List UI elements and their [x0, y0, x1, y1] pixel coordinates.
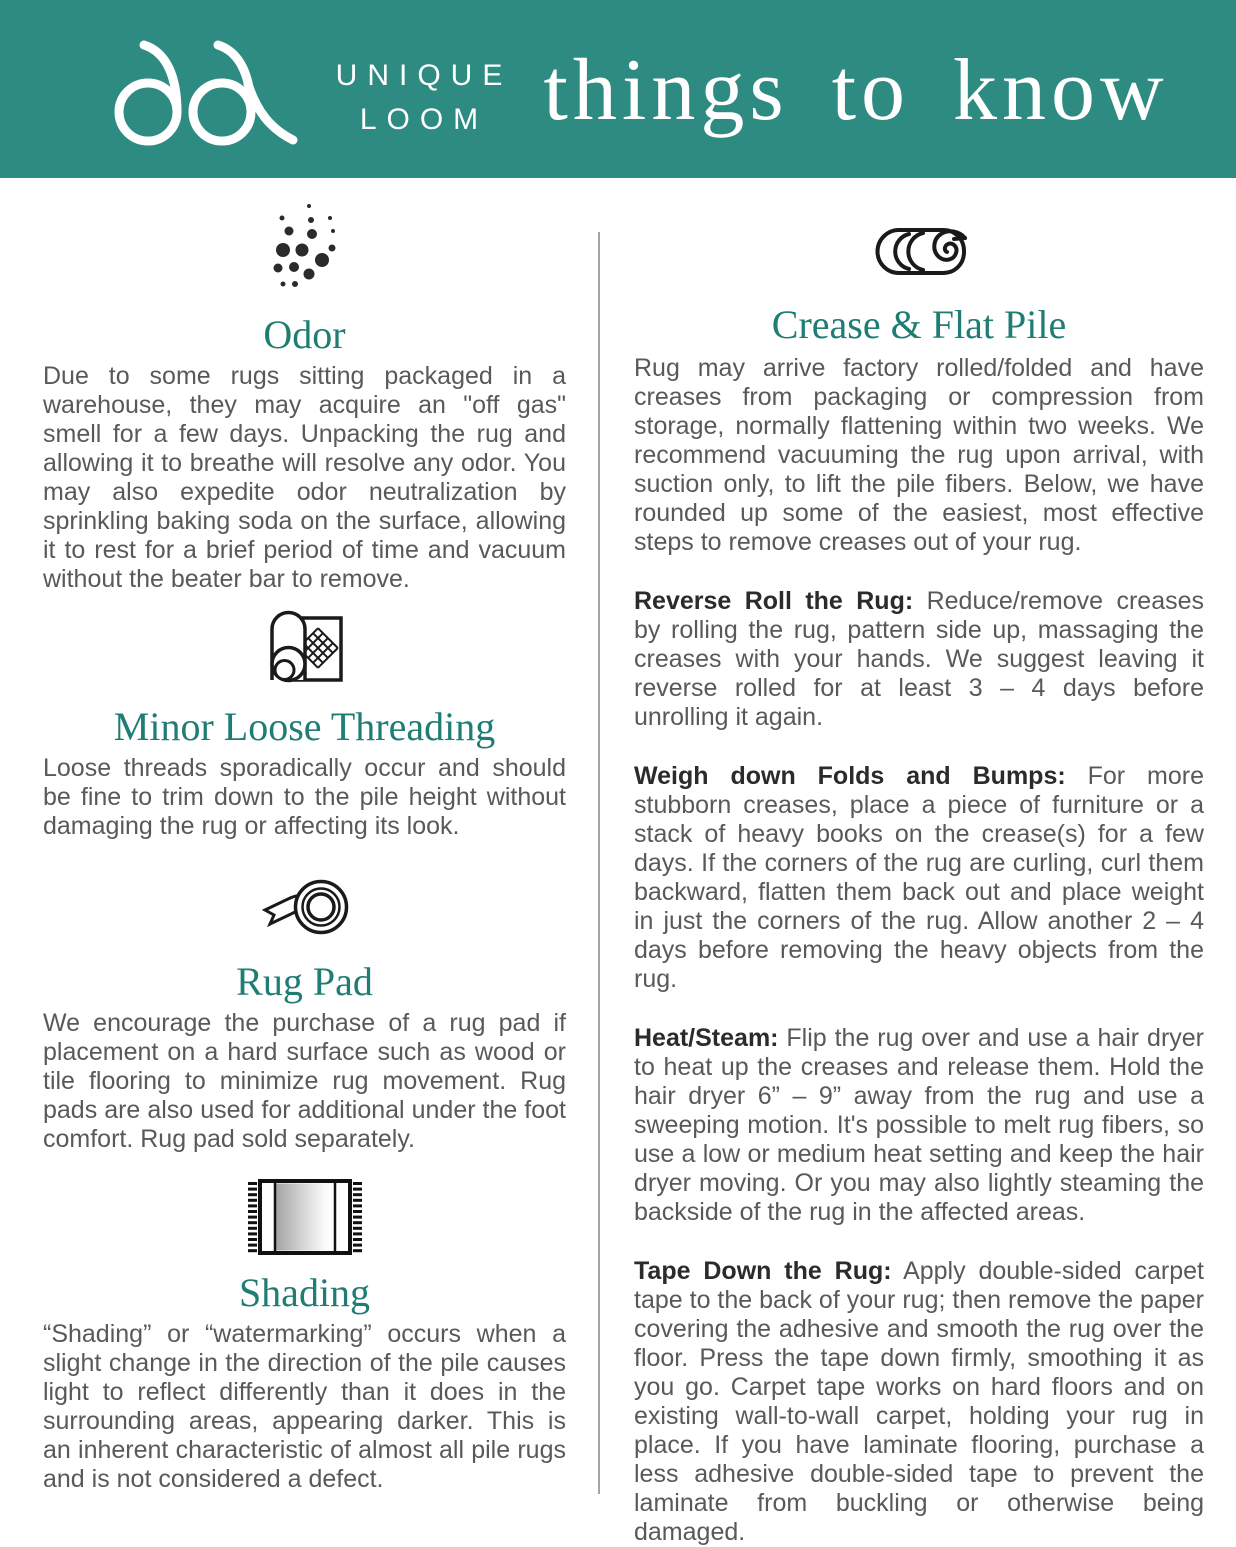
section-body-shading: “Shading” or “watermarking” occurs when a slight change in the direction of the pile causes light to reflect differently than it does in the surrounding areas, appearing darker. This is an inherent characteristic of almost all pile rugs and is not considered a defect. [43, 1320, 566, 1493]
tip-body: For more stubborn creases, place a piece of furniture or a stack of heavy books on the crease(s) for a few days. If the corners of the rug are curling, curl them backward, flatten them back out and place weight in just the corners of the rug. Allow another 2 – 4 days before removing the heavy objects from the rug. [634, 762, 1204, 993]
tip-body: Flip the rug over and use a hair dryer to heat up the creases and release them. Hold the hair dryer 6” – 9” away from the rug and use a sweeping motion. It's possible to melt rug fibers, so use a low or medium heat setting and keep the hair dryer moving. Or you may also lightly steaming the backside of the rug in the affected areas. [634, 1024, 1204, 1226]
section-body-rug-pad: We encourage the purchase of a rug pad if placement on a hard surface such as wood or tile flooring to minimize rug movement. Rug pads are also used for additional under the foot comfort. Rug pad sold separately. [43, 1009, 566, 1153]
left-column [43, 200, 566, 1494]
tip-lead: Reverse Roll the Rug: [634, 587, 914, 615]
section-body-crease-intro: Rug may arrive factory rolled/folded and have creases from packaging or compression from storage, normally flattening within two weeks. We recommend vacuuming the rug upon arrival, with suction only, to lift the pile fibers. Below, we have rounded up some of the easiest, most effective steps to remove creases out of your rug. [634, 354, 1204, 556]
page-title: things to know [543, 41, 1169, 139]
section-body-odor: Due to some rugs sitting packaged in a warehouse, they may acquire an "off gas" smell for a few days. Unpacking the rug and allowing it to breathe will resolve any odor. You may also expedite odor neutralization by sprinkling baking soda on the surface, allowing it to rest for a brief period of time and vacuum without the beater bar to remove. [43, 362, 566, 593]
tip-body: Reduce/remove creases by rolling the rug, pattern side up, massaging the creases with your hands. We suggest leaving it reverse rolled for at least 3 – 4 days before unrolling it again. [634, 587, 1205, 731]
section-heading-crease: Crease & Flat Pile [771, 302, 1067, 347]
tip-heat-steam [634, 1024, 1204, 1227]
tip-lead: Tape Down the Rug: [634, 1257, 892, 1285]
section-body-threading: Loose threads sporadically occur and should be fine to trim down to the pile height without damaging the rug or affecting its look. [43, 754, 566, 840]
fringed-rug-icon [43, 1178, 566, 1256]
brand-line-2: LOOM [359, 103, 489, 136]
tip-lead: Weigh down Folds and Bumps: [634, 762, 1066, 790]
section-heading-threading: Minor Loose Threading [113, 704, 496, 749]
tip-reverse-roll [634, 587, 1204, 732]
tip-lead: Heat/Steam: [634, 1024, 779, 1052]
tip-weigh-down [634, 762, 1204, 994]
brand-line-1: UNIQUE [335, 59, 513, 92]
odor-particles-icon [43, 200, 566, 292]
crease-roll-icon [634, 226, 1204, 278]
tip-tape-down [634, 1257, 1204, 1547]
column-divider [598, 232, 600, 1494]
section-heading-odor: Odor [263, 312, 346, 357]
unique-loom-logo-icon [100, 28, 312, 150]
section-heading-rug-pad: Rug Pad [236, 959, 373, 1004]
right-column [634, 226, 1204, 1547]
tip-body: Apply double-sided carpet tape to the back of your rug; then remove the paper covering the adhesive and smooth the rug over the floor. Press the tape down firmly, smoothing it as you go. Carpet tape works on hard floors and on existing wall-to-wall carpet, holding your rug in place. If you have laminate flooring, purchase a less adhesive double-sided tape to prevent the laminate from buckling or otherwise being damaged. [634, 1257, 1204, 1546]
section-heading-shading: Shading [238, 1270, 371, 1315]
tape-roll-icon [43, 869, 566, 943]
header-banner [0, 0, 1236, 178]
rolled-rug-icon [43, 602, 566, 690]
